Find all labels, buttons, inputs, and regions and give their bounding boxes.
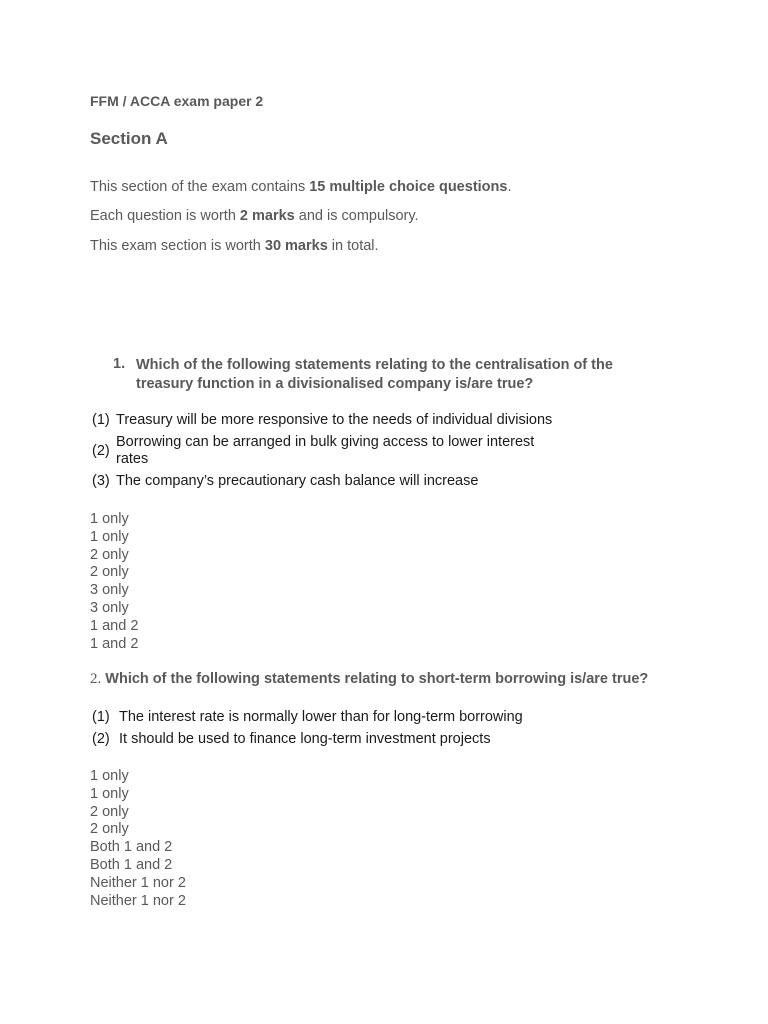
question-2-number: 2. bbox=[90, 671, 102, 687]
question-1-statement bbox=[0, 434, 768, 470]
answer-option: Both 1 and 2 bbox=[90, 839, 173, 856]
statement-text: It should be used to finance long-term investment projects bbox=[119, 731, 491, 747]
answer-option: 2 only bbox=[90, 546, 129, 563]
statement-number: (3) bbox=[92, 473, 110, 489]
answer-option: 3 only bbox=[90, 599, 129, 616]
intro-line-3-post: in total. bbox=[327, 238, 379, 254]
answer-option: 1 and 2 bbox=[90, 617, 139, 634]
intro-line-2-post: and is compulsory. bbox=[294, 208, 419, 224]
answer-option: 1 only bbox=[90, 785, 129, 802]
answer-option: 1 only bbox=[90, 528, 129, 545]
intro-line-1-post: . bbox=[507, 179, 512, 195]
question-1-number: 1. bbox=[113, 356, 126, 372]
statement-text: Treasury will be more responsive to the needs of individual divisions bbox=[116, 412, 553, 428]
section-heading: Section A bbox=[90, 129, 168, 148]
answer-option: 1 and 2 bbox=[90, 635, 139, 652]
intro-line-3-pre: This exam section is worth bbox=[90, 238, 265, 254]
intro-line-2-bold: 2 marks bbox=[239, 208, 295, 224]
statement-number: (2) bbox=[92, 731, 110, 747]
question-2 bbox=[90, 671, 648, 688]
intro-line-3-bold: 30 marks bbox=[264, 238, 328, 254]
intro-line-3 bbox=[90, 238, 379, 254]
answer-option: 2 only bbox=[90, 564, 129, 581]
answer-option: 2 only bbox=[90, 821, 129, 838]
question-1-statement bbox=[0, 412, 768, 432]
question-1-statement bbox=[0, 473, 768, 493]
question-1-options bbox=[90, 511, 138, 653]
question-1-text: Which of the following statements relating to the centralisation of the treasury function in a divisionalised company is/are true? bbox=[136, 357, 613, 392]
intro-line-1-pre: This section of the exam contains bbox=[90, 179, 310, 195]
statement-text: Borrowing can be arranged in bulk giving access to lower interest rates bbox=[116, 434, 535, 467]
statement-text: The interest rate is normally lower than for long-term borrowing bbox=[119, 709, 523, 725]
answer-option: Neither 1 nor 2 bbox=[90, 874, 186, 891]
intro-line-2-pre: Each question is worth bbox=[90, 208, 240, 224]
answer-option: Both 1 and 2 bbox=[90, 856, 173, 873]
intro-line-1-bold: 15 multiple choice questions bbox=[309, 179, 508, 195]
statement-number: (2) bbox=[92, 443, 110, 459]
question-2-statement bbox=[0, 731, 768, 751]
statement-number: (1) bbox=[92, 412, 110, 428]
answer-option: 1 only bbox=[90, 511, 129, 527]
statement-number: (1) bbox=[92, 709, 110, 725]
intro-line-1 bbox=[90, 179, 511, 195]
intro-line-2 bbox=[90, 208, 419, 224]
answer-option: 1 only bbox=[90, 768, 129, 784]
statement-text: The company’s precautionary cash balance will increase bbox=[116, 473, 479, 489]
answer-option: 3 only bbox=[90, 582, 129, 599]
document-title: FFM / ACCA exam paper 2 bbox=[90, 93, 264, 109]
answer-option: 2 only bbox=[90, 803, 129, 820]
question-2-text: Which of the following statements relating to short-term borrowing is/are true? bbox=[105, 671, 649, 687]
question-2-statement bbox=[0, 709, 768, 729]
answer-option: Neither 1 nor 2 bbox=[90, 892, 186, 909]
question-2-options bbox=[90, 768, 186, 910]
